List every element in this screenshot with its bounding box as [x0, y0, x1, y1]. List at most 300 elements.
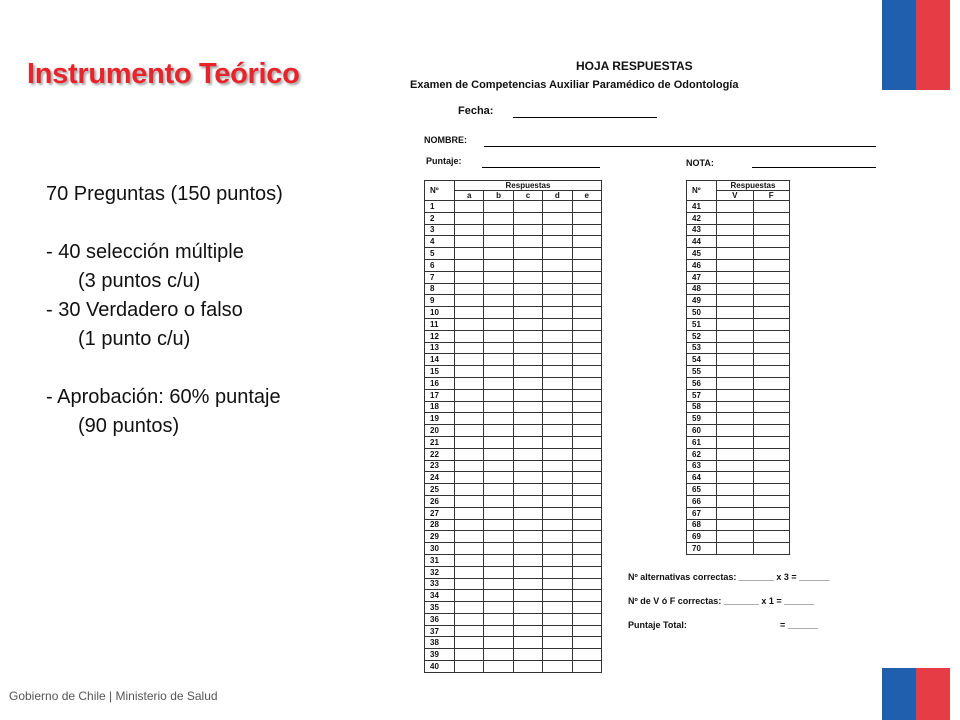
answer-cell[interactable] — [455, 413, 484, 425]
answer-cell[interactable] — [513, 377, 542, 389]
answer-cell[interactable] — [513, 484, 542, 496]
answer-cell[interactable] — [753, 236, 790, 248]
question-number: 51 — [687, 318, 717, 330]
answer-cell[interactable] — [455, 613, 484, 625]
answer-cell[interactable] — [543, 401, 572, 413]
table-row — [425, 590, 602, 602]
answer-cell[interactable] — [543, 566, 572, 578]
answer-cell[interactable] — [484, 271, 513, 283]
answer-cell[interactable] — [455, 401, 484, 413]
table-row — [425, 495, 602, 507]
answer-cell[interactable] — [513, 472, 542, 484]
answer-cell[interactable] — [513, 602, 542, 614]
answer-cell[interactable] — [543, 613, 572, 625]
answer-cell[interactable] — [717, 212, 754, 224]
answer-cell[interactable] — [753, 201, 790, 213]
answer-cell[interactable] — [572, 436, 601, 448]
answer-cell[interactable] — [543, 578, 572, 590]
answer-cell[interactable] — [717, 413, 754, 425]
answer-cell[interactable] — [753, 436, 790, 448]
answer-cell[interactable] — [455, 472, 484, 484]
answer-cell[interactable] — [455, 637, 484, 649]
answer-cell[interactable] — [753, 366, 790, 378]
answer-cell[interactable] — [513, 448, 542, 460]
answer-cell[interactable] — [717, 401, 754, 413]
answer-cell[interactable] — [572, 637, 601, 649]
answer-cell[interactable] — [753, 484, 790, 496]
answer-cell[interactable] — [543, 472, 572, 484]
table-row — [425, 248, 602, 260]
answer-cell[interactable] — [572, 283, 601, 295]
answer-cell[interactable] — [484, 519, 513, 531]
answer-cell[interactable] — [753, 495, 790, 507]
answer-cell[interactable] — [455, 578, 484, 590]
table-row — [425, 531, 602, 543]
answer-cell[interactable] — [717, 460, 754, 472]
table-row — [687, 401, 790, 413]
answer-cell[interactable] — [753, 330, 790, 342]
answer-cell[interactable] — [543, 224, 572, 236]
answer-cell[interactable] — [753, 271, 790, 283]
answer-cell[interactable] — [484, 377, 513, 389]
table-row — [425, 448, 602, 460]
nombre-line — [484, 146, 876, 147]
answer-cell[interactable] — [572, 519, 601, 531]
answer-cell[interactable] — [484, 201, 513, 213]
answer-cell[interactable] — [484, 307, 513, 319]
answer-cell[interactable] — [484, 472, 513, 484]
answer-cell[interactable] — [455, 307, 484, 319]
answer-cell[interactable] — [513, 366, 542, 378]
total-questions: 70 Preguntas (150 puntos) — [46, 183, 283, 205]
answer-cell[interactable] — [572, 495, 601, 507]
answer-cell[interactable] — [753, 307, 790, 319]
answer-cell[interactable] — [543, 377, 572, 389]
answer-cell[interactable] — [717, 271, 754, 283]
answer-cell[interactable] — [572, 236, 601, 248]
table-row — [687, 307, 790, 319]
answer-cell[interactable] — [572, 259, 601, 271]
answer-cell[interactable] — [513, 401, 542, 413]
table-row — [425, 413, 602, 425]
answer-cell[interactable] — [717, 224, 754, 236]
answer-cell[interactable] — [543, 318, 572, 330]
answer-cell[interactable] — [455, 342, 484, 354]
answer-cell[interactable] — [484, 283, 513, 295]
answer-cell[interactable] — [455, 460, 484, 472]
answer-cell[interactable] — [484, 448, 513, 460]
question-number: 44 — [687, 236, 717, 248]
answer-cell[interactable] — [455, 531, 484, 543]
answer-cell[interactable] — [572, 543, 601, 555]
answer-cell[interactable] — [572, 448, 601, 460]
answer-cell[interactable] — [455, 448, 484, 460]
answer-cell[interactable] — [543, 625, 572, 637]
answer-cell[interactable] — [717, 531, 754, 543]
answer-cell[interactable] — [717, 484, 754, 496]
answer-cell[interactable] — [455, 236, 484, 248]
answer-cell[interactable] — [513, 613, 542, 625]
answer-cell[interactable] — [484, 613, 513, 625]
answer-cell[interactable] — [572, 649, 601, 661]
answer-cell[interactable] — [717, 389, 754, 401]
answer-cell[interactable] — [543, 307, 572, 319]
answer-cell[interactable] — [513, 590, 542, 602]
answer-cell[interactable] — [455, 201, 484, 213]
answer-cell[interactable] — [753, 425, 790, 437]
answer-cell[interactable] — [513, 554, 542, 566]
answer-cell[interactable] — [572, 566, 601, 578]
answer-cell[interactable] — [572, 554, 601, 566]
answer-cell[interactable] — [484, 566, 513, 578]
answer-cell[interactable] — [543, 495, 572, 507]
answer-cell[interactable] — [513, 354, 542, 366]
answer-cell[interactable] — [484, 602, 513, 614]
answer-cell[interactable] — [455, 224, 484, 236]
answer-cell[interactable] — [455, 318, 484, 330]
answer-cell[interactable] — [572, 212, 601, 224]
answer-cell[interactable] — [484, 224, 513, 236]
answer-cell[interactable] — [513, 507, 542, 519]
answer-cell[interactable] — [753, 295, 790, 307]
answer-cell[interactable] — [753, 318, 790, 330]
answer-cell[interactable] — [717, 448, 754, 460]
answer-cell[interactable] — [543, 507, 572, 519]
answer-cell[interactable] — [455, 625, 484, 637]
answer-cell[interactable] — [513, 425, 542, 437]
answer-cell[interactable] — [455, 543, 484, 555]
answer-cell[interactable] — [753, 531, 790, 543]
answer-cell[interactable] — [572, 507, 601, 519]
answer-cell[interactable] — [717, 307, 754, 319]
question-number: 63 — [687, 460, 717, 472]
table-row — [425, 507, 602, 519]
answer-cell[interactable] — [572, 295, 601, 307]
answer-cell[interactable] — [543, 212, 572, 224]
summary-total-value: = ______ — [780, 620, 818, 630]
answer-cell[interactable] — [484, 637, 513, 649]
question-number: 42 — [687, 212, 717, 224]
answer-cell[interactable] — [484, 436, 513, 448]
answer-cell[interactable] — [717, 248, 754, 260]
sheet-title: HOJA RESPUESTAS — [576, 59, 693, 73]
answer-cell[interactable] — [572, 401, 601, 413]
answer-cell[interactable] — [455, 436, 484, 448]
answer-cell[interactable] — [753, 413, 790, 425]
answer-cell[interactable] — [455, 661, 484, 673]
answer-cell[interactable] — [717, 377, 754, 389]
answer-cell[interactable] — [543, 531, 572, 543]
answer-cell[interactable] — [543, 271, 572, 283]
answer-cell[interactable] — [543, 543, 572, 555]
answer-cell[interactable] — [513, 295, 542, 307]
answer-cell[interactable] — [513, 307, 542, 319]
answer-cell[interactable] — [543, 649, 572, 661]
answer-cell[interactable] — [484, 543, 513, 555]
answer-cell[interactable] — [543, 637, 572, 649]
answer-cell[interactable] — [572, 413, 601, 425]
answer-cell[interactable] — [513, 649, 542, 661]
answer-cell[interactable] — [484, 330, 513, 342]
answer-cell[interactable] — [455, 283, 484, 295]
answer-cell[interactable] — [513, 543, 542, 555]
answer-cell[interactable] — [513, 578, 542, 590]
answer-cell[interactable] — [455, 389, 484, 401]
answer-cell[interactable] — [455, 377, 484, 389]
table-row — [425, 389, 602, 401]
answer-cell[interactable] — [572, 613, 601, 625]
answer-cell[interactable] — [455, 330, 484, 342]
answer-cell[interactable] — [543, 554, 572, 566]
answer-cell[interactable] — [455, 212, 484, 224]
summary-correct-vf: Nº de V ó F correctas: _______ x 1 = ______ — [628, 596, 815, 606]
answer-cell[interactable] — [455, 649, 484, 661]
answer-cell[interactable] — [484, 318, 513, 330]
answer-cell[interactable] — [753, 248, 790, 260]
answer-cell[interactable] — [753, 212, 790, 224]
answer-cell[interactable] — [572, 425, 601, 437]
flag-bar-bottom — [882, 668, 950, 720]
answer-cell[interactable] — [572, 590, 601, 602]
answer-cell[interactable] — [717, 354, 754, 366]
answer-cell[interactable] — [717, 495, 754, 507]
answer-cell[interactable] — [572, 307, 601, 319]
answer-cell[interactable] — [753, 283, 790, 295]
answer-cell[interactable] — [455, 566, 484, 578]
table-row — [425, 236, 602, 248]
answer-cell[interactable] — [753, 259, 790, 271]
answer-cell[interactable] — [717, 236, 754, 248]
answer-cell[interactable] — [513, 201, 542, 213]
answer-cell[interactable] — [484, 259, 513, 271]
answer-cell[interactable] — [513, 460, 542, 472]
answer-cell[interactable] — [717, 283, 754, 295]
answer-cell[interactable] — [455, 507, 484, 519]
answer-cell[interactable] — [753, 507, 790, 519]
answer-cell[interactable] — [455, 484, 484, 496]
answer-cell[interactable] — [572, 602, 601, 614]
answer-cell[interactable] — [455, 366, 484, 378]
table-row — [425, 613, 602, 625]
table-row — [425, 342, 602, 354]
question-number: 58 — [687, 401, 717, 413]
answer-cell[interactable] — [455, 602, 484, 614]
answer-cell[interactable] — [455, 519, 484, 531]
answer-cell[interactable] — [455, 590, 484, 602]
column-header: a — [455, 191, 484, 201]
answer-cell[interactable] — [484, 295, 513, 307]
answer-cell[interactable] — [484, 413, 513, 425]
answer-cell[interactable] — [572, 578, 601, 590]
answer-cell[interactable] — [513, 236, 542, 248]
answer-cell[interactable] — [543, 425, 572, 437]
puntaje-label: Puntaje: — [426, 156, 462, 166]
answer-cell[interactable] — [717, 519, 754, 531]
answer-cell[interactable] — [717, 342, 754, 354]
answer-cell[interactable] — [717, 295, 754, 307]
answer-cell[interactable] — [572, 366, 601, 378]
answer-cell[interactable] — [484, 531, 513, 543]
answer-cell[interactable] — [513, 248, 542, 260]
answer-cell[interactable] — [513, 519, 542, 531]
answer-cell[interactable] — [572, 377, 601, 389]
answer-cell[interactable] — [513, 271, 542, 283]
answer-cell[interactable] — [753, 342, 790, 354]
answer-cell[interactable] — [572, 484, 601, 496]
nombre-label: NOMBRE: — [424, 135, 467, 145]
question-number: 29 — [425, 531, 455, 543]
answer-cell[interactable] — [753, 543, 790, 555]
answer-cell[interactable] — [484, 366, 513, 378]
answer-cell[interactable] — [572, 389, 601, 401]
answer-cell[interactable] — [543, 248, 572, 260]
answer-cell[interactable] — [484, 389, 513, 401]
answer-cell[interactable] — [455, 271, 484, 283]
answer-cell[interactable] — [572, 271, 601, 283]
answer-cell[interactable] — [513, 661, 542, 673]
answer-cell[interactable] — [455, 495, 484, 507]
table-row — [687, 318, 790, 330]
answer-cell[interactable] — [543, 354, 572, 366]
answer-cell[interactable] — [543, 448, 572, 460]
table-row — [687, 283, 790, 295]
answer-cell[interactable] — [543, 366, 572, 378]
answer-cell[interactable] — [717, 318, 754, 330]
answer-cell[interactable] — [513, 259, 542, 271]
fecha-label: Fecha: — [458, 105, 494, 117]
answer-cell[interactable] — [543, 295, 572, 307]
answer-cell[interactable] — [753, 389, 790, 401]
answer-cell[interactable] — [455, 259, 484, 271]
puntaje-line — [482, 167, 600, 168]
answer-cell[interactable] — [513, 637, 542, 649]
answer-cell[interactable] — [455, 425, 484, 437]
answer-cell[interactable] — [484, 578, 513, 590]
question-number: 50 — [687, 307, 717, 319]
answer-cell[interactable] — [753, 401, 790, 413]
answer-cell[interactable] — [717, 543, 754, 555]
answer-cell[interactable] — [484, 248, 513, 260]
answer-cell[interactable] — [484, 484, 513, 496]
answer-cell[interactable] — [543, 283, 572, 295]
answer-cell[interactable] — [513, 566, 542, 578]
answer-cell[interactable] — [572, 201, 601, 213]
answer-cell[interactable] — [543, 436, 572, 448]
answer-cell[interactable] — [513, 625, 542, 637]
answer-cell[interactable] — [753, 472, 790, 484]
table-row — [425, 201, 602, 213]
answer-cell[interactable] — [753, 519, 790, 531]
answer-cell[interactable] — [572, 531, 601, 543]
answer-cell[interactable] — [753, 448, 790, 460]
answer-cell[interactable] — [484, 354, 513, 366]
answer-cell[interactable] — [513, 224, 542, 236]
question-number: 14 — [425, 354, 455, 366]
answer-cell[interactable] — [543, 460, 572, 472]
answer-cell[interactable] — [455, 554, 484, 566]
answer-cell[interactable] — [455, 248, 484, 260]
answer-cell[interactable] — [543, 413, 572, 425]
answer-cell[interactable] — [543, 330, 572, 342]
answer-cell[interactable] — [717, 366, 754, 378]
answer-cell[interactable] — [484, 507, 513, 519]
answer-cell[interactable] — [484, 625, 513, 637]
answer-cell[interactable] — [717, 425, 754, 437]
answer-cell[interactable] — [717, 330, 754, 342]
question-number: 56 — [687, 377, 717, 389]
answer-cell[interactable] — [513, 212, 542, 224]
answer-cell[interactable] — [753, 460, 790, 472]
answer-cell[interactable] — [543, 519, 572, 531]
answer-cell[interactable] — [513, 283, 542, 295]
answer-cell[interactable] — [484, 590, 513, 602]
answer-cell[interactable] — [513, 495, 542, 507]
answer-cell[interactable] — [717, 507, 754, 519]
answer-cell[interactable] — [717, 472, 754, 484]
answer-cell[interactable] — [484, 401, 513, 413]
answer-cell[interactable] — [572, 248, 601, 260]
answer-cell[interactable] — [753, 377, 790, 389]
answer-cell[interactable] — [484, 554, 513, 566]
answer-cell[interactable] — [484, 236, 513, 248]
answer-cell[interactable] — [572, 318, 601, 330]
answer-cell[interactable] — [455, 295, 484, 307]
answer-cell[interactable] — [543, 389, 572, 401]
answer-cell[interactable] — [543, 602, 572, 614]
answer-cell[interactable] — [484, 425, 513, 437]
answer-cell[interactable] — [572, 224, 601, 236]
answer-cell[interactable] — [543, 259, 572, 271]
table-row — [425, 436, 602, 448]
answer-cell[interactable] — [572, 625, 601, 637]
answer-cell[interactable] — [543, 661, 572, 673]
answer-cell[interactable] — [717, 201, 754, 213]
answer-cell[interactable] — [484, 495, 513, 507]
answer-cell[interactable] — [753, 224, 790, 236]
answer-cell[interactable] — [572, 661, 601, 673]
answer-cell[interactable] — [572, 342, 601, 354]
answer-cell[interactable] — [572, 460, 601, 472]
question-number: 25 — [425, 484, 455, 496]
answer-cell[interactable] — [572, 472, 601, 484]
answer-cell[interactable] — [543, 236, 572, 248]
answer-cell[interactable] — [484, 212, 513, 224]
answer-cell[interactable] — [455, 354, 484, 366]
answer-cell[interactable] — [513, 436, 542, 448]
question-number: 55 — [687, 366, 717, 378]
answer-cell[interactable] — [513, 413, 542, 425]
answer-cell[interactable] — [543, 484, 572, 496]
answer-cell[interactable] — [717, 259, 754, 271]
answer-cell[interactable] — [572, 354, 601, 366]
answer-cell[interactable] — [572, 330, 601, 342]
answer-cell[interactable] — [513, 318, 542, 330]
answer-cell[interactable] — [484, 649, 513, 661]
answer-cell[interactable] — [513, 531, 542, 543]
answer-cell[interactable] — [513, 342, 542, 354]
answer-cell[interactable] — [753, 354, 790, 366]
answer-cell[interactable] — [484, 661, 513, 673]
answer-cell[interactable] — [717, 436, 754, 448]
answer-cell[interactable] — [513, 330, 542, 342]
answer-cell[interactable] — [543, 590, 572, 602]
footer-text: Gobierno de Chile | Ministerio de Salud — [9, 689, 218, 703]
answer-cell[interactable] — [484, 342, 513, 354]
answer-cell[interactable] — [543, 201, 572, 213]
answer-cell[interactable] — [484, 460, 513, 472]
answer-cell[interactable] — [513, 389, 542, 401]
answer-cell[interactable] — [543, 342, 572, 354]
